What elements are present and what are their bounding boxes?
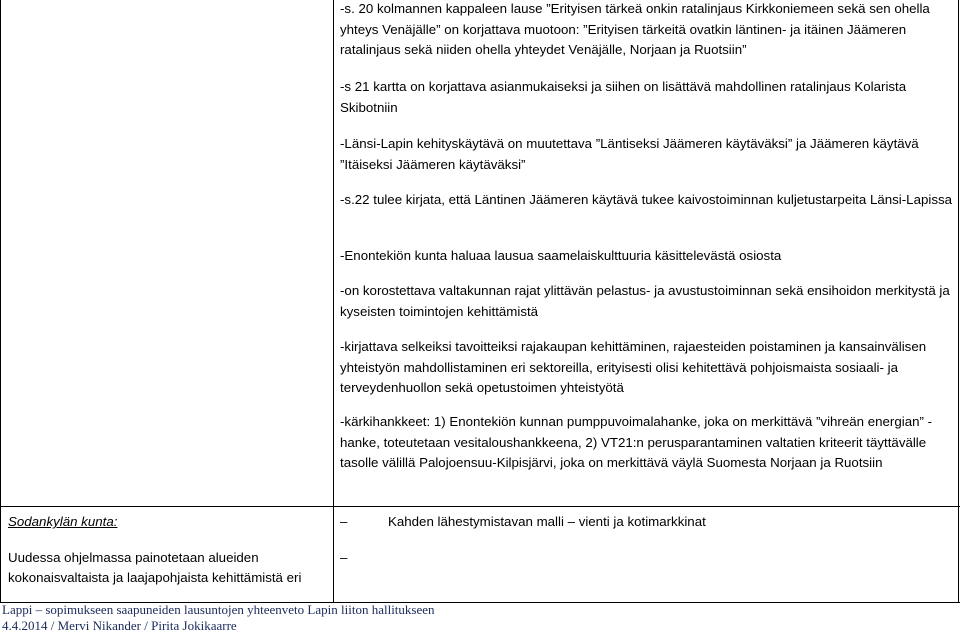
statement-paragraph: -on korostettava valtakunnan rajat ylittävän pelastus- ja avustustoiminnan sekä ensihoidon merkitystä ja kyseisten toimintojen kehittämistä	[340, 283, 950, 319]
footer-date-authors: 4.4.2014 / Mervi Nikander / Pirita Jokikaarre	[2, 618, 237, 633]
dash-bullet: –	[340, 514, 348, 529]
statement-paragraph: -Enontekiön kunta haluaa lausua saamelaiskulttuuria käsittelevästä osiosta	[340, 248, 782, 263]
municipality-cell	[8, 512, 330, 589]
table-border-left	[0, 0, 1, 603]
statement-paragraph: -Länsi-Lapin kehityskäytävä on muutettava ”Läntiseksi Jäämeren käytäväksi” ja Jäämeren käytävä ”Itäiseksi Jäämeren käytäväksi”	[340, 136, 919, 172]
statement-paragraph: -s. 20 kolmannen kappaleen lause ”Erityisen tärkeä onkin ratalinjaus Kirkkoniemeen sekä sen ohella yhteys Venäjälle” on korjattava muotoon: ”Erityisen tärkeitä ovatkin läntinen- ja itäinen Jäämeren ratalinjaus sekä niiden ohella yhteydet Venäjälle, Norjaan ja Ruotsiin”	[340, 1, 930, 57]
bullet-item	[340, 548, 952, 569]
statement-paragraph: -s.22 tulee kirjata, että Läntinen Jäämeren käytävä tukee kaivostoiminnan kuljetustarpeita Länsi-Lapissa	[340, 192, 953, 207]
municipality-statement-cell	[340, 512, 952, 583]
statement-paragraph: -kärkihankkeet: 1) Enontekiön kunnan pumppuvoimalahanke, joka on merkittävä ”vihreän energian” -hanke, toteutetaan vesitaloushankkeena, 2) VT21:n perusparantaminen valtatien kriteerit täyttävälle tasolle välillä Palojoensuu-Kilpisjärvi, joka on merkittävä väylä Suomesta Norjaan ja Ruotsiin	[340, 414, 933, 470]
table-row-divider	[0, 506, 960, 507]
bullet-text: Kahden lähestymistavan malli – vienti ja kotimarkkinat	[388, 514, 706, 529]
table-border-right	[958, 0, 959, 603]
municipality-summary: Uudessa ohjelmassa painotetaan alueiden kokonaisvaltaista ja laajapohjaista kehittämistä eri	[8, 549, 302, 585]
dash-bullet: –	[340, 549, 348, 565]
table-column-divider	[333, 0, 334, 603]
bullet-item	[340, 512, 952, 533]
page-footer	[2, 602, 957, 634]
statement-paragraph: -s 21 kartta on korjattava asianmukaiseksi ja siihen on lisättävä mahdollinen ratalinjaus Kolarista Skibotniin	[340, 79, 907, 115]
statement-paragraph: -kirjattava selkeiksi tavoitteiksi rajakaupan kehittäminen, rajaesteiden poistaminen ja kansainvälisen yhteistyön mahdollistaminen eri sektoreilla, erityisesti olisi kehitettävä pohjoismaista sosiaali- ja terveydenhuollon sekä opetustoimen yhteistyötä	[340, 339, 927, 395]
footer-title: Lappi – sopimukseen saapuneiden lausuntojen yhteenveto Lapin liiton hallitukseen	[2, 602, 435, 617]
municipality-heading: Sodankylän kunta:	[8, 514, 118, 529]
